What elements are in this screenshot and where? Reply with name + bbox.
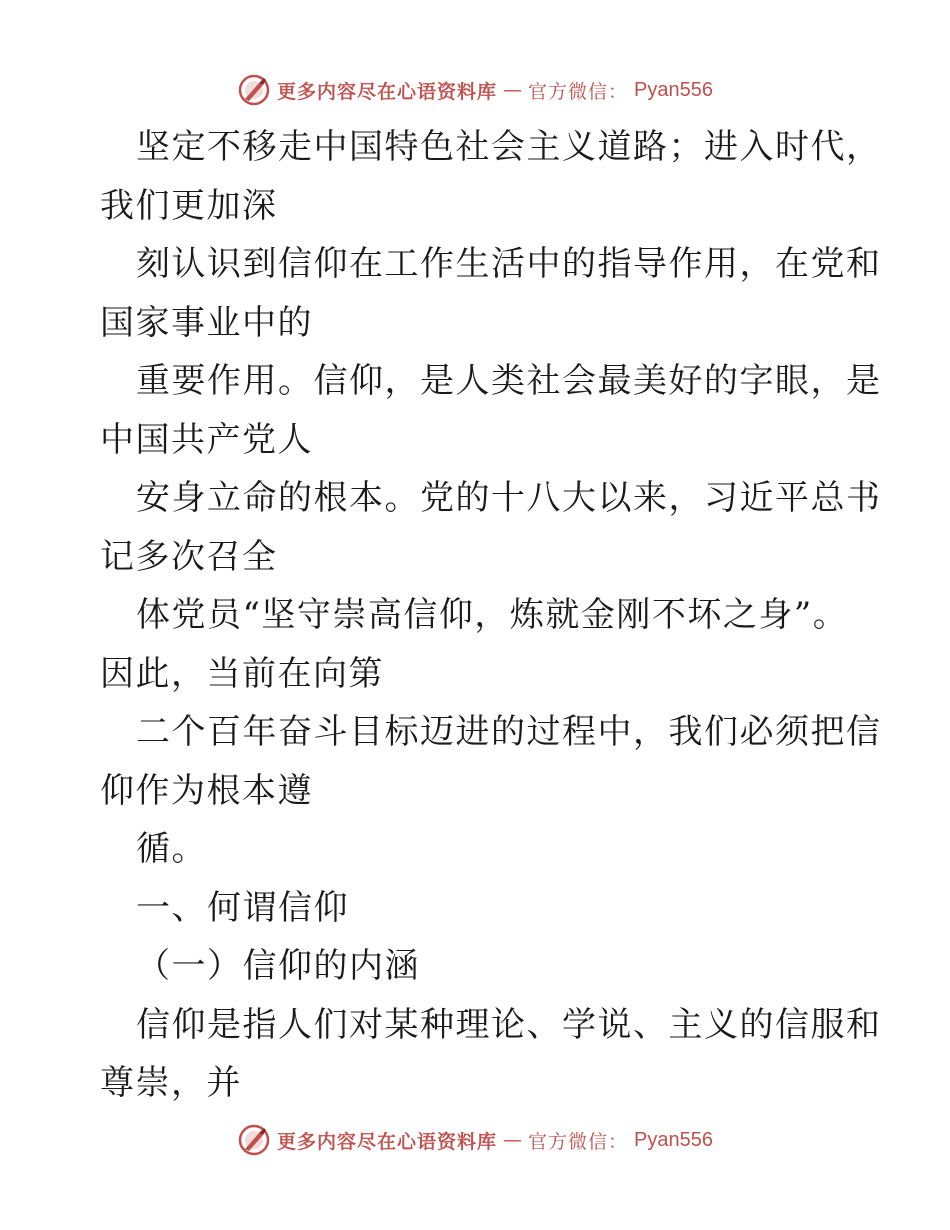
document-body [100,118,882,1113]
section-heading: 一、何谓信仰 [136,887,349,928]
body-line: 中国共产党人 [100,419,313,460]
body-line: 因此，当前在向第 [100,653,384,694]
body-line: 体党员“坚守崇高信仰，炼就金刚不坏之身”。 [136,595,849,635]
body-line: 二个百年奋斗目标迈进的过程中，我们必须把信 [136,712,882,752]
body-line: 尊崇，并 [100,1063,242,1103]
body-line: 仰作为根本遵 [100,770,313,811]
header-promo-text: 更多内容尽在心语资料库 [277,80,498,103]
footer-wechat-id: Pyan556 [634,1128,713,1151]
body-line: 重要作用。信仰，是人类社会最美好的字眼，是 [136,361,882,401]
header-wechat-label: 官方微信： [528,80,629,103]
header-separator: — [503,79,523,101]
body-line: 坚定不移走中国特色社会主义道路；进入时代， [136,127,882,167]
subsection-heading: （一）信仰的内涵 [136,946,420,986]
body-line: 信仰是指人们对某种理论、学说、主义的信服和 [136,1004,882,1045]
body-line: 安身立命的根本。党的十八大以来，习近平总书 [136,478,882,518]
header-banner [0,70,950,110]
footer-separator: — [503,1129,523,1151]
footer-wechat-label: 官方微信： [528,1130,629,1153]
header-wechat-id: Pyan556 [634,78,713,101]
body-line: 记多次召全 [100,536,278,577]
body-line: 循。 [136,829,207,869]
body-line: 国家事业中的 [100,302,313,343]
body-line: 我们更加深 [100,185,278,226]
body-line: 刻认识到信仰在工作生活中的指导作用，在党和 [136,244,882,284]
footer-banner [0,1120,950,1160]
pen-circle-logo-icon [237,73,271,107]
pen-circle-logo-icon [237,1123,271,1157]
footer-promo-text: 更多内容尽在心语资料库 [277,1130,498,1153]
